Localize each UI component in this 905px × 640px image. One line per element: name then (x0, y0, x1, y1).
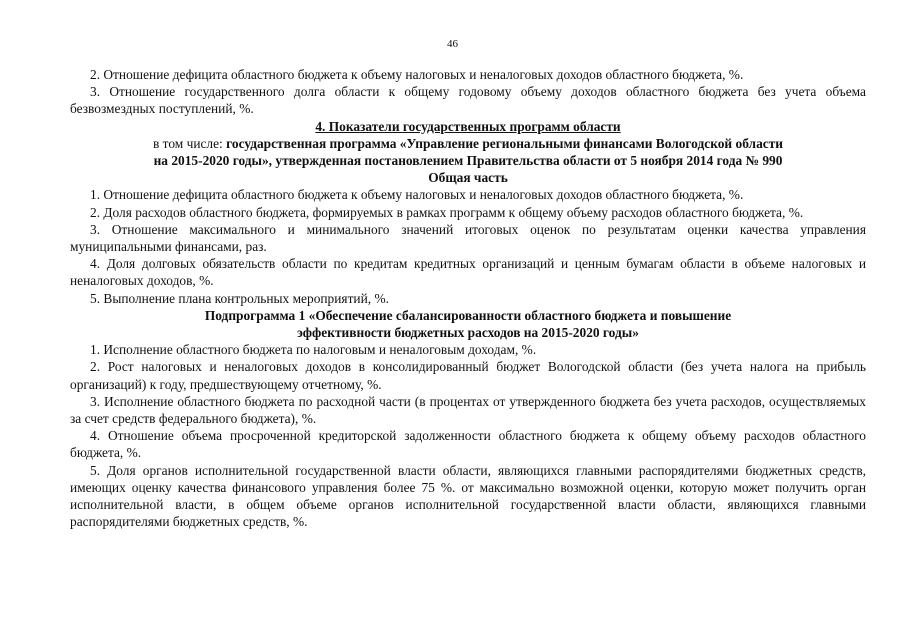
subprogram-item-4: 4. Отношение объема просроченной кредиторской задолженности областного бюджета к общему объему расходов областного бюджета, %. (70, 428, 866, 461)
section-title: 4. Показатели государственных программ области (315, 118, 621, 134)
subprogram-item-1: 1. Исполнение областного бюджета по налоговым и неналоговым доходам, %. (90, 342, 537, 358)
general-part-title: Общая часть (428, 170, 508, 186)
subprogram-item-3: 3. Исполнение областного бюджета по расходной части (в процентах от утвержденного бюджета без учета расходов, осуществляемых за счет средств федерального бюджета), %. (70, 393, 866, 427)
page-number: 46 (447, 38, 458, 50)
intro-item-2: 2. Отношение дефицита областного бюджета к объему налоговых и неналоговых доходов областного бюджета, %. (90, 67, 744, 82)
general-item-4: 4. Доля долговых обязательств области по кредитам кредитных организаций и ценным бумагам области в объеме налоговых и неналоговых доходов, %. (70, 256, 866, 289)
subprogram-item-5: 5. Доля органов исполнительной государственной власти области, являющихся главными распорядителями бюджетных средств, имеющих оценку качества финансового управления более 75 %. от максимально возможной оценки, которую может получить орган исполнительной власти, в общем объеме органов исполнительной государственной власти области, являющихся главными распорядителями бюджетных средств, %. (70, 462, 866, 530)
subprogram-title-line-1: Подпрограмма 1 «Обеспечение сбалансированности областного бюджета и повышение (204, 307, 732, 323)
document-body (70, 66, 866, 530)
program-prefix: в том числе: (152, 135, 227, 151)
program-title-line-2: на 2015-2020 годы», утвержденная постановлением Правительства области от 5 ноября 2014 года № 990 (153, 153, 783, 169)
general-item-3: 3. Отношение максимального и минимального значений итоговых оценок по результатам оценки качества управления муниципальными финансами, раз. (70, 221, 866, 255)
general-item-5: 5. Выполнение плана контрольных мероприятий, %. (90, 290, 389, 306)
program-name-part-1: государственная программа «Управление региональными финансами Вологодской области (226, 135, 783, 151)
subprogram-item-2: 2. Рост налоговых и неналоговых доходов в консолидированный бюджет Вологодской области (без учета налога на прибыль организаций) к году, предшествующему отчетному, %. (70, 359, 866, 392)
general-item-1: 1. Отношение дефицита областного бюджета к объему налоговых и неналоговых доходов областного бюджета, %. (90, 187, 744, 203)
general-item-2: 2. Доля расходов областного бюджета, формируемых в рамках программ к общему объему расходов областного бюджета, %. (90, 204, 804, 220)
program-title-line-1 (70, 135, 866, 152)
intro-item-3: 3. Отношение государственного долга области к общему годовому объему доходов областного бюджета без учета объема безвозмездных поступлений, %. (70, 84, 866, 117)
subprogram-title-line-2: эффективности бюджетных расходов на 2015-2020 годы» (297, 325, 639, 341)
section-heading (70, 118, 866, 135)
